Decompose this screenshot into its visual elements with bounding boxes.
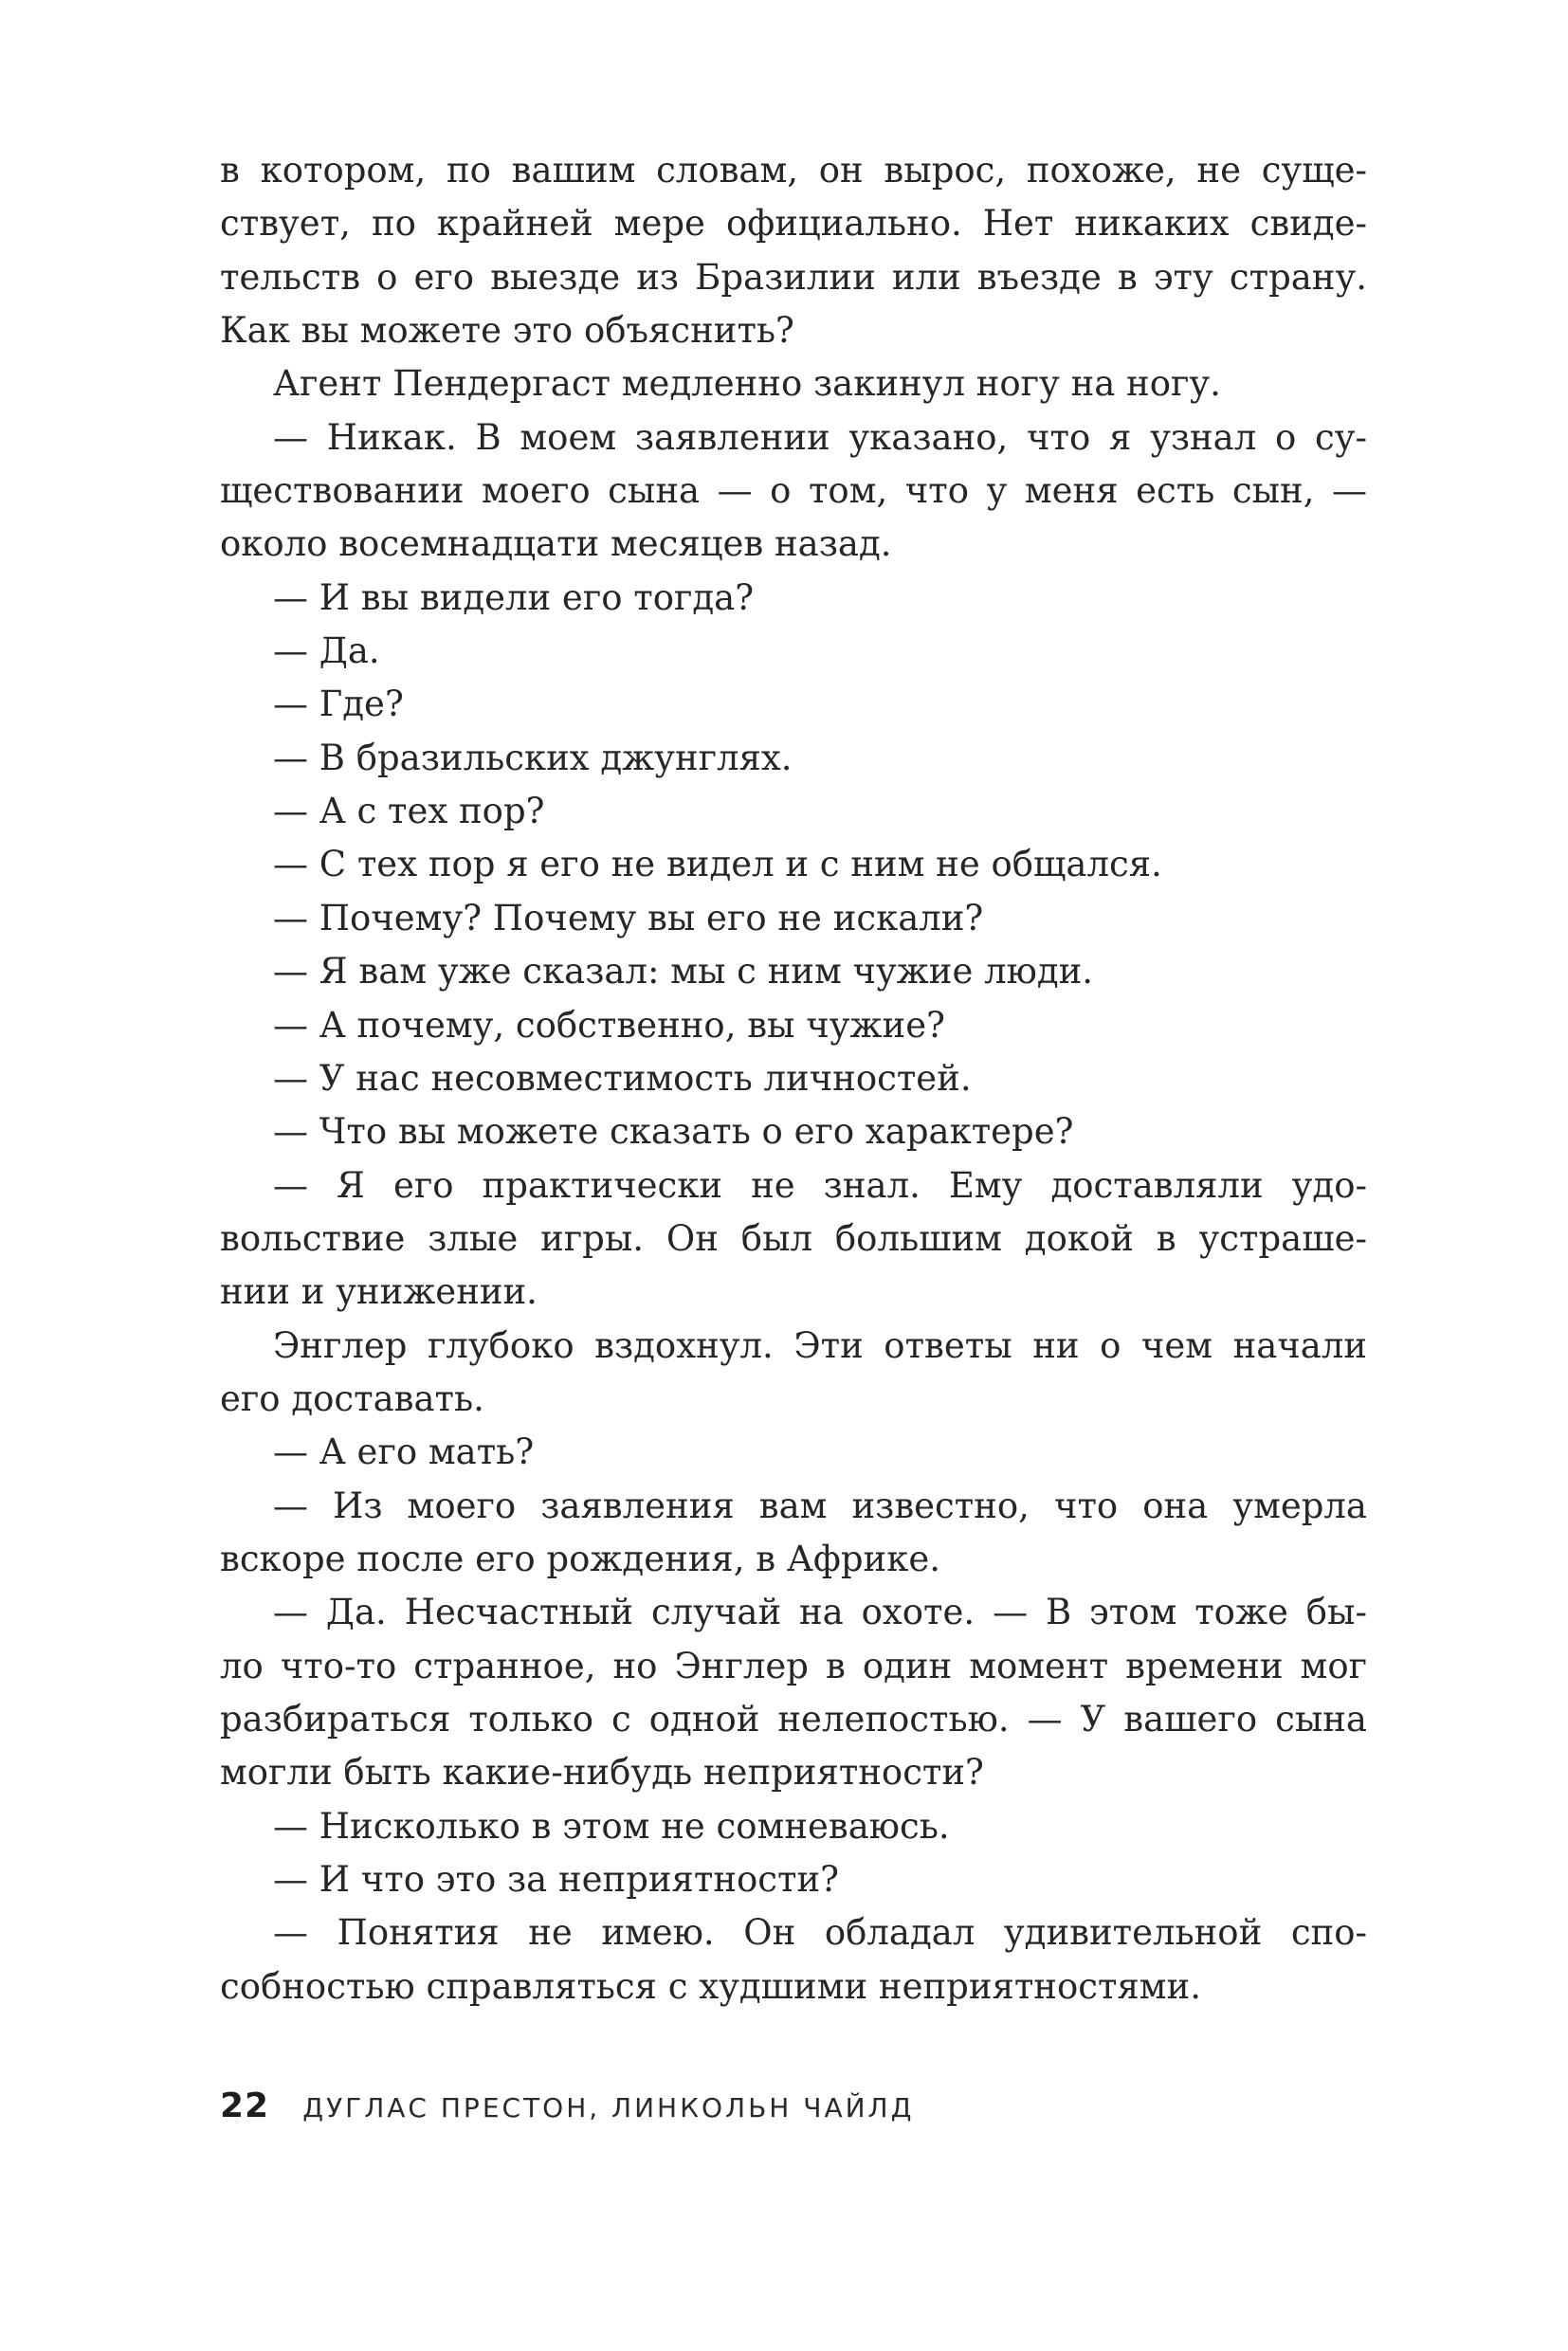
text-line-3: тельств о его выезде из Бразилии или въезде в эту страну. [220,256,1367,298]
text-line-15: — Почему? Почему вы его не искали? [273,897,984,939]
text-line-5: Агент Пендергаст медленно закинул ногу на ногу. [273,363,1221,405]
page-footer [220,2083,914,2130]
text-line-17: — А почему, собственно, вы чужие? [273,1004,945,1046]
text-line-18: — У нас несовместимость личностей. [273,1057,972,1099]
running-head: ДУГЛАС ПРЕСТОН, ЛИНКОЛЬН ЧАЙЛД [302,2092,915,2123]
text-line-19: — Что вы можете сказать о его характере? [273,1111,1074,1153]
text-line-2: ствует, по крайней мере официально. Нет никаких свиде- [220,203,1367,245]
text-line-13: — А с тех пор? [273,791,545,832]
text-line-10: — Да. [273,630,380,672]
text-line-22: нии и унижении. [220,1271,538,1313]
text-line-34: — Понятия не имею. Он обладал удивительной спо- [273,1912,1367,1954]
text-line-26: — Из моего заявления вам известно, что она умерла [273,1485,1367,1526]
body-text [220,144,1367,2014]
text-line-23: Энглер глубоко вздохнул. Эти ответы ни о чем начали [273,1324,1367,1366]
text-line-21: вольствие злые игры. Он был большим докой в устраше- [220,1217,1367,1259]
text-line-25: — А его мать? [273,1431,535,1473]
text-line-14: — С тех пор я его не видел и с ним не общался. [273,844,1162,885]
text-line-12: — В бразильских джунглях. [273,737,793,778]
text-line-6: — Никак. В моем заявлении указано, что я узнал о су- [273,416,1367,458]
text-line-4: Как вы можете это объяснить? [220,310,794,352]
text-line-32: — Нисколько в этом не сомневаюсь. [273,1805,950,1847]
text-line-30: разбираться только с одной нелепостью. — У вашего сына [220,1698,1367,1740]
text-line-11: — Где? [273,683,404,725]
text-line-33: — И что это за неприятности? [273,1859,839,1900]
text-line-8: около восемнадцати месяцев назад. [220,523,892,565]
text-line-1: в котором, по вашим словам, он вырос, похоже, не суще- [220,150,1367,191]
text-line-20: — Я его практически не знал. Ему доставляли удо- [273,1164,1367,1206]
page-number: 22 [220,2087,270,2125]
text-line-28: — Да. Несчастный случай на охоте. — В этом тоже бы- [273,1592,1367,1633]
text-line-35: собностью справляться с худшими неприятностями. [220,1965,1201,2007]
text-line-27: вскоре после его рождения, в Африке. [220,1538,940,1579]
text-line-31: могли быть какие-нибудь неприятности? [220,1752,984,1794]
text-line-9: — И вы видели его тогда? [273,576,755,618]
text-line-16: — Я вам уже сказал: мы с ним чужие люди. [273,951,1094,993]
text-line-29: ло что-то странное, но Энглер в один момент времени мог [220,1645,1367,1686]
text-line-24: его доставать. [220,1377,484,1419]
text-line-7: ществовании моего сына — о том, что у меня есть сын, — [220,470,1367,512]
